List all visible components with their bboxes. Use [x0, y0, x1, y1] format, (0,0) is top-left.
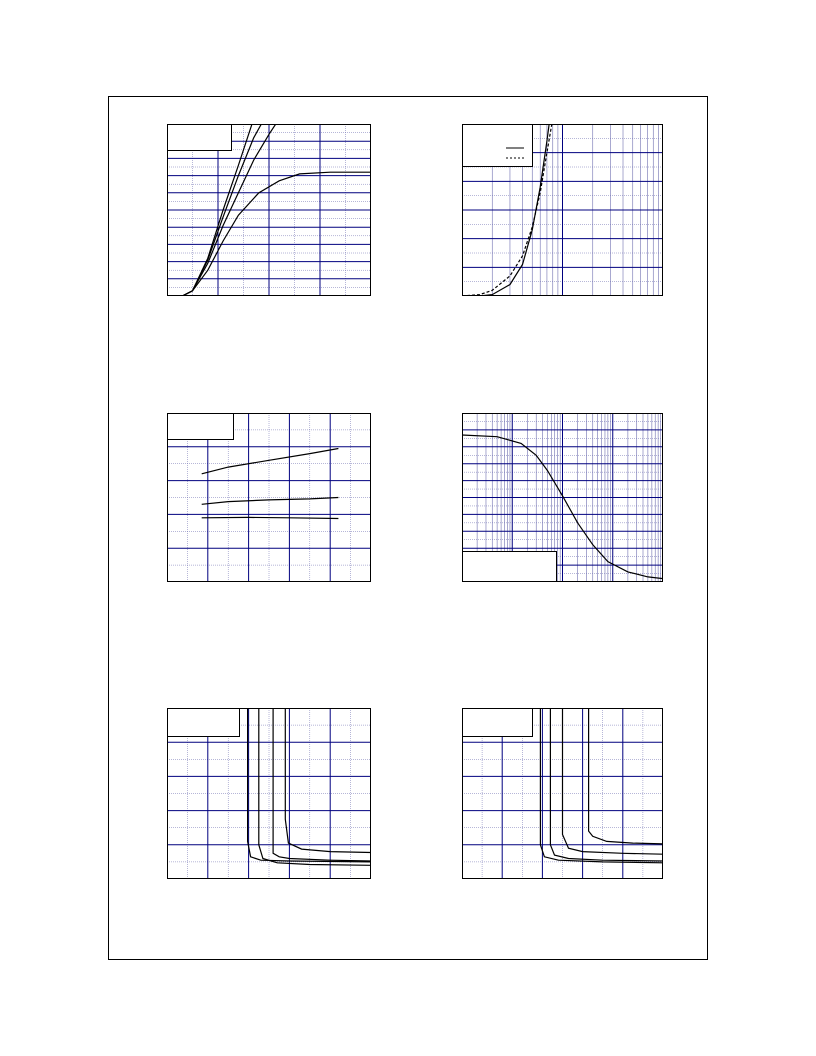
chart-sixth [462, 708, 663, 879]
legend-box [463, 125, 533, 167]
chart-output-characteristics [167, 124, 371, 296]
chart-transfer-characteristics [462, 124, 663, 296]
legend-box [463, 709, 533, 737]
legend-box [168, 414, 234, 440]
chart-fourth [462, 413, 663, 582]
chart-fifth [167, 708, 371, 879]
chart-third [167, 413, 371, 582]
legend-box [463, 552, 557, 583]
legend-box [168, 709, 240, 737]
legend-box [168, 125, 232, 151]
